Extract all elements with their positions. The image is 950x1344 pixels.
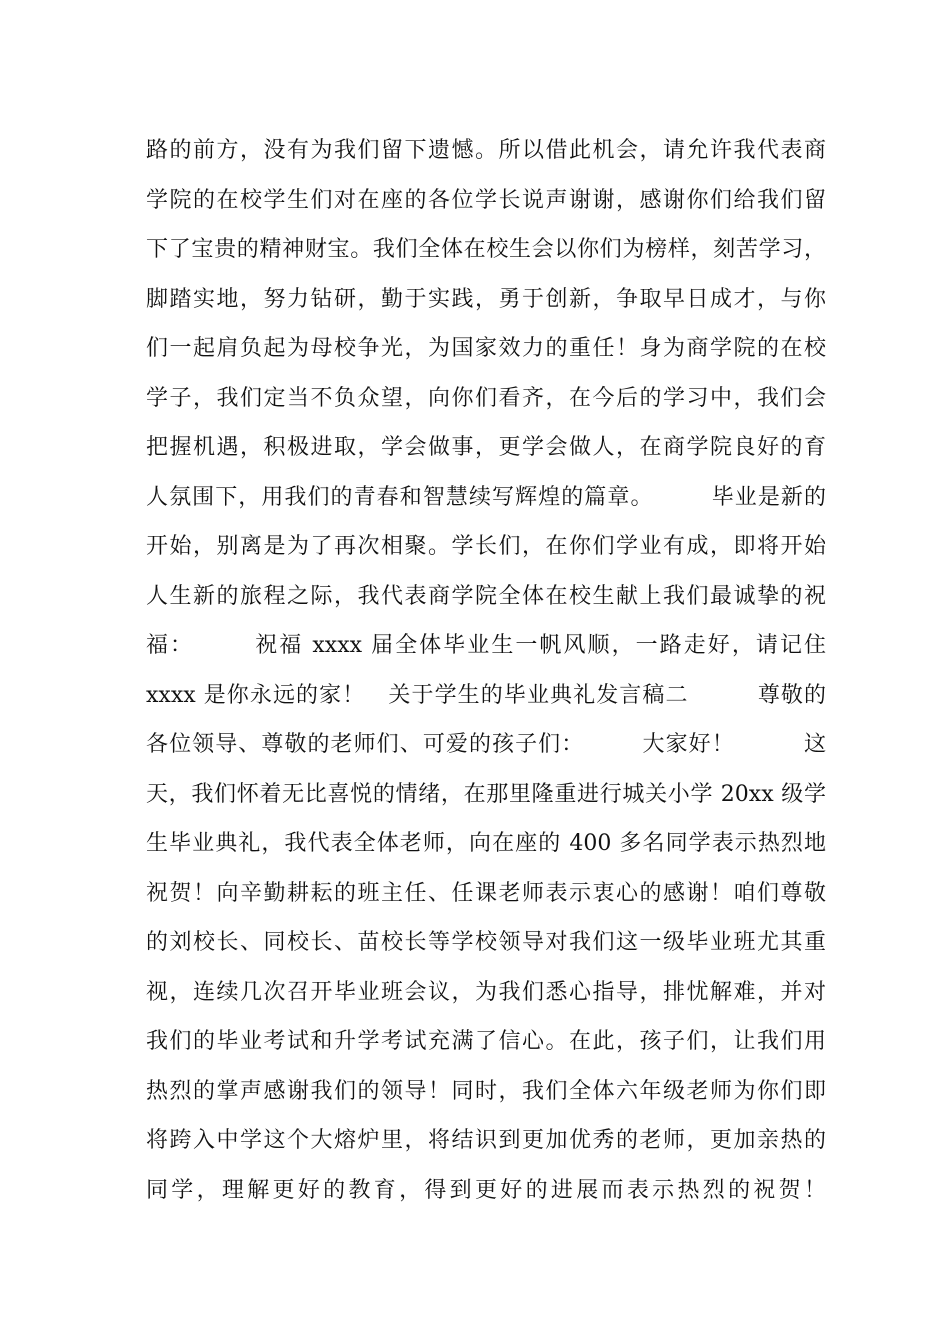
text-line: 同学，理解更好的教育，得到更好的进展而表示热烈的祝贺！ xyxy=(146,1177,826,1203)
text-line: 将跨入中学这个大熔炉里，将结识到更加优秀的老师，更加亲热的 xyxy=(146,1128,826,1153)
text-line: 下了宝贵的精神财宝。我们全体在校生会以你们为榜样，刻苦学习， xyxy=(146,237,826,262)
text-line: 生毕业典礼，我代表全体老师，向在座的 400 多名同学表示热烈地 xyxy=(146,831,826,856)
text-line: 福： 祝福 xxxx 届全体毕业生一帆风顺，一路走好，请记住 xyxy=(146,633,826,658)
text-line: 把握机遇，积极进取，学会做事，更学会做人，在商学院良好的育 xyxy=(146,435,826,460)
text-line: 人生新的旅程之际，我代表商学院全体在校生献上我们最诚挚的祝 xyxy=(146,583,826,609)
text-line: 脚踏实地，努力钻研，勤于实践，勇于创新，争取早日成才，与你 xyxy=(146,286,826,312)
text-line: 视，连续几次召开毕业班会议，为我们悉心指导，排忧解难，并对 xyxy=(146,979,826,1005)
text-line: 开始，别离是为了再次相聚。学长们，在你们学业有成，即将开始 xyxy=(146,534,826,559)
text-line: 们一起肩负起为母校争光，为国家效力的重任！身为商学院的在校 xyxy=(146,336,826,361)
text-line: 学院的在校学生们对在座的各位学长说声谢谢，感谢你们给我们留 xyxy=(146,187,826,213)
text-line: 热烈的掌声感谢我们的领导！同时，我们全体六年级老师为你们即 xyxy=(146,1078,826,1104)
text-line: 路的前方，没有为我们留下遗憾。所以借此机会，请允许我代表商 xyxy=(146,138,826,163)
text-line: 天，我们怀着无比喜悦的情绪，在那里隆重进行城关小学 20xx 级学 xyxy=(146,781,826,807)
text-line: 祝贺！向辛勤耕耘的班主任、任课老师表示衷心的感谢！咱们尊敬 xyxy=(146,880,826,906)
text-line: 学子，我们定当不负众望，向你们看齐，在今后的学习中，我们会 xyxy=(146,385,826,411)
text-line: 我们的毕业考试和升学考试充满了信心。在此，孩子们，让我们用 xyxy=(146,1029,826,1054)
text-line: xxxx 是你永远的家！ 关于学生的毕业典礼发言稿二 尊敬的 xyxy=(146,682,826,708)
text-line: 的刘校长、同校长、苗校长等学校领导对我们这一级毕业班尤其重 xyxy=(146,930,826,955)
document-body xyxy=(146,126,824,1215)
text-line: 人氛围下，用我们的青春和智慧续写辉煌的篇章。 毕业是新的 xyxy=(146,484,826,510)
text-line: 各位领导、尊敬的老师们、可爱的孩子们： 大家好！ 这 xyxy=(146,732,826,757)
